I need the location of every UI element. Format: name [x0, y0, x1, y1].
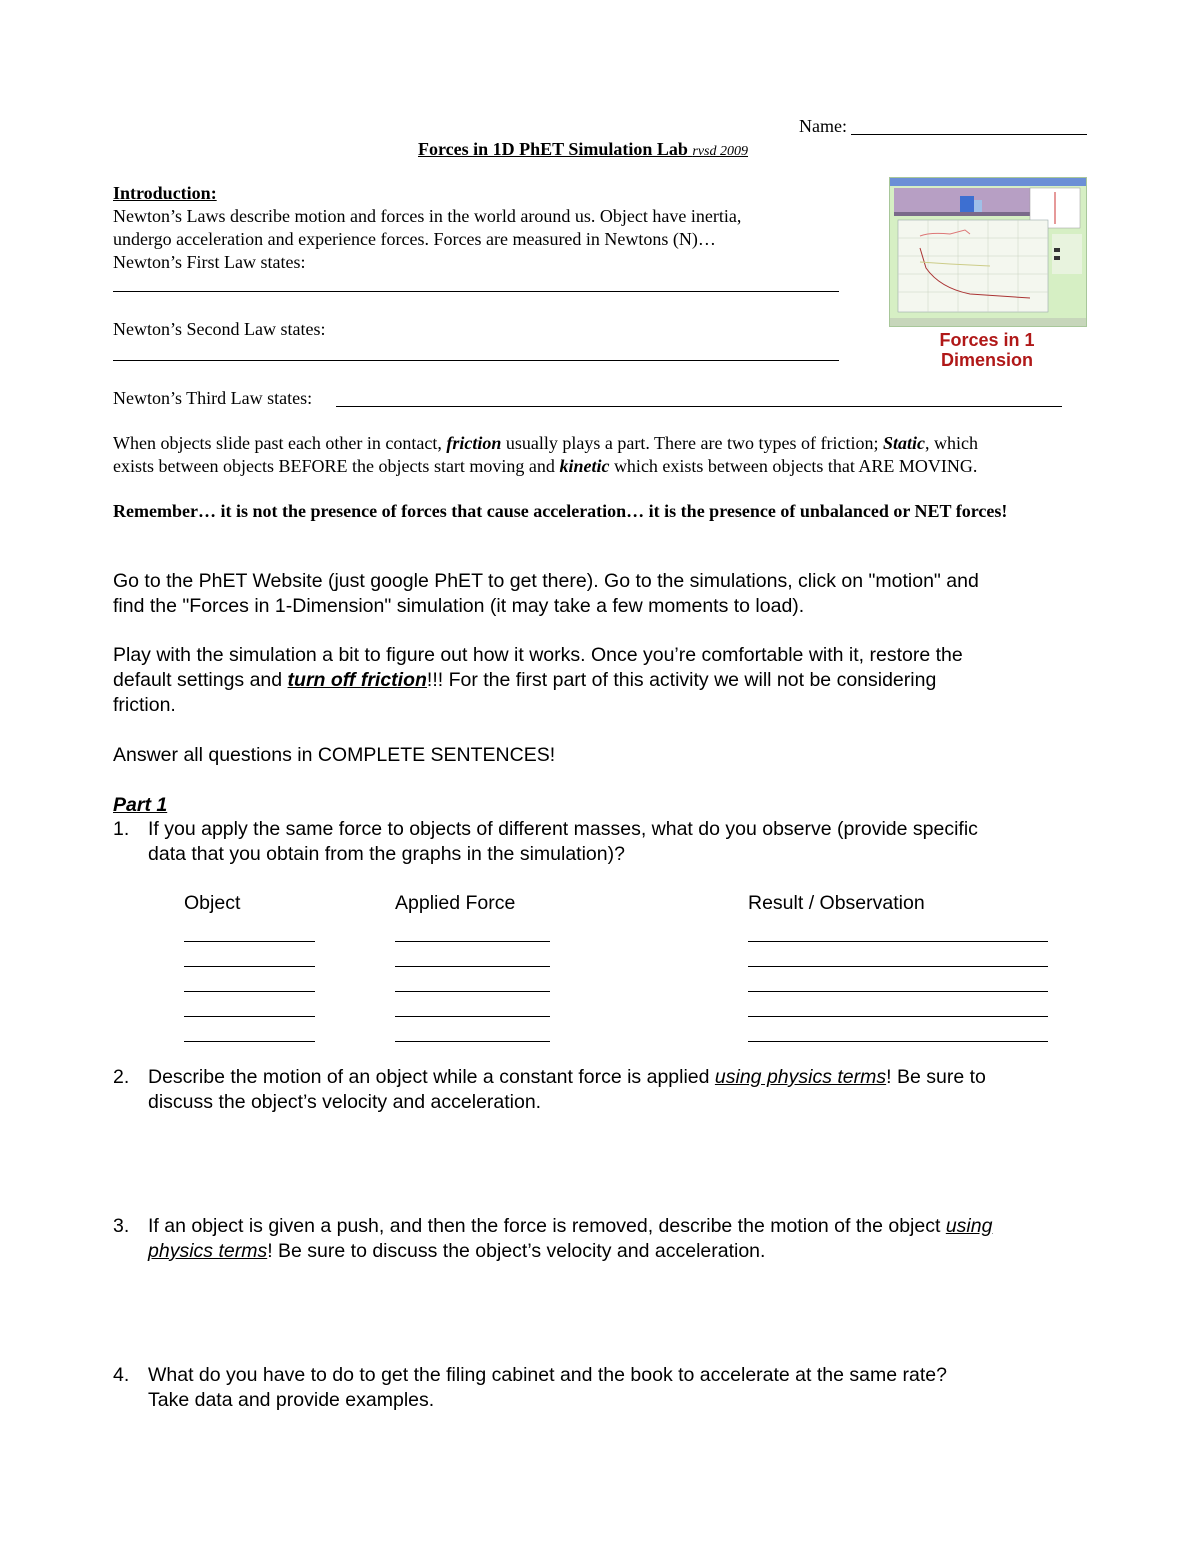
simulation-thumbnail: [889, 177, 1087, 327]
question-3-line-1: [148, 1214, 992, 1239]
question-2-text-a: Describe the motion of an object while a constant force is applied: [148, 1066, 715, 1088]
question-1-line-2: data that you obtain from the graphs in the simulation)?: [148, 843, 625, 865]
instructions-line-3: Play with the simulation a bit to figure out how it works. Once you’re comfortable with it, restore the: [113, 644, 963, 666]
turn-off-friction-emphasis: turn off friction: [287, 669, 427, 691]
name-label: Name:: [799, 116, 847, 136]
table-cell-object[interactable]: [184, 941, 315, 942]
static-word: Static: [882, 433, 925, 453]
physics-terms-emphasis-2: physics terms: [148, 1240, 268, 1262]
friction-paragraph-line-1: [113, 432, 978, 455]
title-text: Forces in 1D PhET Simulation Lab: [418, 139, 688, 159]
second-law-answer-line[interactable]: [113, 360, 839, 361]
table-cell-object[interactable]: [184, 1041, 315, 1042]
third-law-answer-line[interactable]: [336, 406, 1062, 407]
question-4-line-1: What do you have to do to get the filing cabinet and the book to accelerate at the same rate?: [148, 1364, 947, 1386]
caption-line-1: Forces in 1: [939, 330, 1035, 350]
intro-heading: Introduction:: [113, 183, 217, 203]
question-2-number: 2.: [113, 1066, 130, 1088]
question-1-number: 1.: [113, 818, 130, 840]
instructions-line-5: friction.: [113, 694, 176, 716]
third-law-label: Newton’s Third Law states:: [113, 388, 313, 408]
simulation-screenshot-icon: [890, 178, 1086, 326]
physics-terms-emphasis-1: using: [945, 1215, 993, 1237]
table-cell-object[interactable]: [184, 1016, 315, 1017]
friction-word: friction: [446, 433, 502, 453]
table-cell-force[interactable]: [395, 941, 550, 942]
question-3-text-a: If an object is given a push, and then the force is removed, describe the motion of the object: [148, 1215, 946, 1237]
complete-sentences-note: Answer all questions in COMPLETE SENTENCES!: [113, 744, 556, 766]
table-header-object: Object: [184, 892, 241, 914]
intro-line-2: undergo acceleration and experience forces. Forces are measured in Newtons (N)…: [113, 229, 716, 249]
question-3-number: 3.: [113, 1215, 130, 1237]
instructions-text-4a: default settings and: [113, 669, 288, 691]
page-title: [418, 138, 748, 163]
instructions-line-1: Go to the PhET Website (just google PhET to get there). Go to the simulations, click on "motion" and: [113, 570, 979, 592]
question-2-line-1: [148, 1065, 986, 1090]
friction-text-1: When objects slide past each other in contact,: [113, 433, 447, 453]
instructions-text-4b: !!! For the first part of this activity we will not be considering: [426, 669, 937, 691]
first-law-answer-line[interactable]: [113, 291, 839, 292]
question-4-number: 4.: [113, 1364, 130, 1386]
instructions-line-2: find the "Forces in 1-Dimension" simulation (it may take a few moments to load).: [113, 595, 805, 617]
friction-text-2: usually plays a part. There are two types of friction;: [501, 433, 883, 453]
remember-note: Remember… it is not the presence of forces that cause acceleration… it is the presence of unbalanced or NET forces!: [113, 501, 1008, 521]
table-cell-force[interactable]: [395, 991, 550, 992]
caption-line-2: Dimension: [940, 350, 1033, 370]
physics-terms-emphasis: using physics terms: [714, 1066, 887, 1088]
table-cell-object[interactable]: [184, 991, 315, 992]
part-1-heading: Part 1: [113, 794, 168, 816]
author-tag: rvsd 2009: [692, 144, 749, 159]
question-3-text-b: ! Be sure to discuss the object’s velocity and acceleration.: [267, 1240, 766, 1262]
second-law-label: Newton’s Second Law states:: [113, 319, 326, 339]
question-1-line-1: If you apply the same force to objects of different masses, what do you observe (provide specific: [148, 818, 978, 840]
friction-paragraph-line-2: [113, 455, 977, 478]
friction-text-5: which exists between objects that ARE MOVING.: [609, 456, 978, 476]
friction-text-3: , which: [924, 433, 978, 453]
question-4-line-2: Take data and provide examples.: [148, 1389, 435, 1411]
intro-line-1: Newton’s Laws describe motion and forces in the world around us. Object have inertia,: [113, 206, 742, 226]
table-header-applied-force: Applied Force: [395, 892, 516, 914]
kinetic-word: kinetic: [559, 456, 610, 476]
thumbnail-caption: [889, 330, 1085, 370]
table-cell-force[interactable]: [395, 966, 550, 967]
table-cell-object[interactable]: [184, 966, 315, 967]
friction-text-4: exists between objects BEFORE the objects start moving and: [113, 456, 560, 476]
table-cell-force[interactable]: [395, 1016, 550, 1017]
instructions-line-4: [113, 668, 936, 693]
question-2-text-b: ! Be sure to: [886, 1066, 986, 1088]
table-cell-result[interactable]: [748, 941, 1048, 942]
table-cell-result[interactable]: [748, 1041, 1048, 1042]
question-3-line-2: [148, 1239, 765, 1264]
table-cell-force[interactable]: [395, 1041, 550, 1042]
table-cell-result[interactable]: [748, 1016, 1048, 1017]
table-cell-result[interactable]: [748, 991, 1048, 992]
first-law-label: Newton’s First Law states:: [113, 252, 306, 272]
name-field[interactable]: [851, 134, 1087, 135]
question-2-line-2: discuss the object’s velocity and acceleration.: [148, 1091, 542, 1113]
table-header-result: Result / Observation: [748, 892, 925, 914]
table-cell-result[interactable]: [748, 966, 1048, 967]
